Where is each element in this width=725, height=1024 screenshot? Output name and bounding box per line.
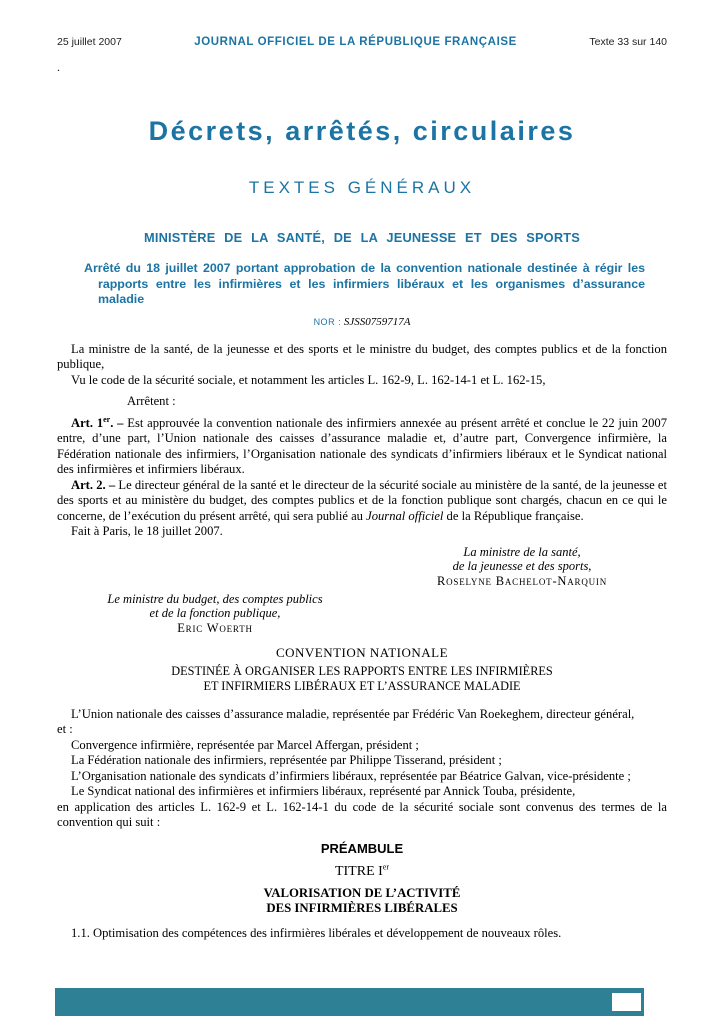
section-heading-line-2: DES INFIRMIÈRES LIBÉRALES [266, 900, 458, 915]
nor-code: SJSS0759717A [343, 315, 411, 328]
signature-right-line-1: La ministre de la santé, [463, 544, 581, 559]
signatory-name-left: Eric Woerth [177, 620, 253, 635]
article-1-dash: . – [110, 415, 128, 430]
signature-right-line-2: de la jeunesse et des sports, [452, 559, 592, 574]
signature-left-line-1: Le ministre du budget, des comptes publics [107, 591, 323, 606]
page-content [57, 62, 667, 942]
convention-paragraph-6: Le Syndicat national des infirmières et infirmiers libéraux, représenté par Annick Touba, présidente, [71, 784, 576, 799]
signature-right [377, 545, 667, 588]
arretent-line: Arrêtent : [127, 394, 176, 409]
section-heading-line-1: VALORISATION DE L’ACTIVITÉ [263, 885, 461, 900]
intro-paragraph-1: La ministre de la santé, de la jeunesse et des sports et le ministre du budget, des comptes publics et de la fonction publique, [57, 341, 667, 372]
article-1-sup: er [103, 414, 111, 424]
signature-left-line-2: et de la fonction publique, [149, 606, 281, 621]
section-title: TEXTES GÉNÉRAUX [248, 178, 476, 197]
journal-title: JOURNAL OFFICIEL DE LA RÉPUBLIQUE FRANÇAISE [194, 36, 517, 48]
fait-line: Fait à Paris, le 18 juillet 2007. [71, 524, 223, 539]
convention-subtitle-line-2: ET INFIRMIERS LIBÉRAUX ET L’ASSURANCE MALADIE [203, 678, 521, 693]
article-2-text-post: de la République française. [443, 508, 584, 523]
article-1-text: Est approuvée la convention nationale des infirmiers annexée au présent arrêté et conclue le 22 juin 2007 entre, d’une part, l’Union nationale des caisses d’assurance maladie et, d’autre part, Convergence infirmière, la Fédération nationale des infirmiers, l’Organisation nationale des syndicats d’infirmiers libéraux et le Syndicat national des infirmières et infirmiers libéraux. [57, 415, 667, 477]
article-2-label: Art. 2. – [71, 477, 119, 492]
article-2-journal-officiel: Journal officiel [366, 508, 444, 523]
texte-ref: Texte 33 sur 140 [589, 36, 667, 48]
section-heading [57, 886, 667, 916]
footer-bar [55, 988, 644, 1016]
convention-paragraph-5: L’Organisation nationale des syndicats d’infirmiers libéraux, représentée par Béatrice Galvan, vice-présidente ; [71, 768, 631, 783]
titre-label: TITRE I [334, 863, 383, 879]
nor-line [57, 316, 667, 329]
nor-label: NOR : [313, 316, 342, 327]
convention-paragraph-7: en application des articles L. 162-9 et L. 162-14-1 du code de la sécurité sociale sont convenus des termes de la convention qui suit : [57, 799, 667, 830]
ministry-heading: MINISTÈRE DE LA SANTÉ, DE LA JEUNESSE ET DES SPORTS [143, 230, 581, 245]
signatory-name-right: Roselyne Bachelot-Narquin [436, 573, 608, 588]
intro-paragraph-2: Vu le code de la sécurité sociale, et notamment les articles L. 162-9, L. 162-14-1 et L. 162-15, [71, 372, 546, 387]
convention-paragraph-2: et : [57, 722, 73, 737]
preambule-heading: PRÉAMBULE [320, 840, 404, 856]
convention-paragraph-4: La Fédération nationale des infirmiers, représentée par Philippe Tisserand, président ; [71, 753, 502, 768]
convention-title: CONVENTION NATIONALE [275, 644, 449, 660]
convention-subtitle [57, 664, 667, 694]
paragraph-1-1: 1.1. Optimisation des compétences des infirmières libérales et développement de nouveaux rôles. [71, 926, 562, 941]
stray-mark: . [57, 60, 60, 74]
footer-white-box [612, 993, 641, 1011]
article-2 [57, 478, 667, 525]
convention-subtitle-line-1: DESTINÉE À ORGANISER LES RAPPORTS ENTRE LES INFIRMIÈRES [171, 663, 553, 678]
article-2-text-pre: Le directeur général de la santé et le directeur de la sécurité sociale au ministère de la santé, de la jeunesse et des sports et au ministère du budget, des comptes publics et de la fonction publique sont chargés, chacun en ce qui le concerne, de l’exécution du présent arrêté, qui sera publié au [57, 477, 667, 523]
signature-left [65, 592, 365, 635]
article-1 [57, 416, 667, 478]
convention-paragraph-1: L’Union nationale des caisses d’assurance maladie, représentée par Frédéric Van Roekeghem, directeur général, [71, 706, 635, 721]
titre-heading [57, 864, 667, 880]
header-date: 25 juillet 2007 [57, 36, 122, 48]
article-2-dash: . – [102, 477, 119, 492]
decree-title: Arrêté du 18 juillet 2007 portant approbation de la convention nationale destinée à régir les rapports entre les infirmières et les infirmiers libéraux et les organismes d’assurance maladie [84, 261, 645, 307]
convention-paragraph-3: Convergence infirmière, représentée par Marcel Affergan, président ; [71, 737, 419, 752]
page-header [57, 36, 667, 48]
article-1-label: Art. 1er. – [71, 414, 128, 430]
main-title: Décrets, arrêtés, circulaires [148, 116, 576, 146]
titre-sup: er [382, 862, 390, 872]
